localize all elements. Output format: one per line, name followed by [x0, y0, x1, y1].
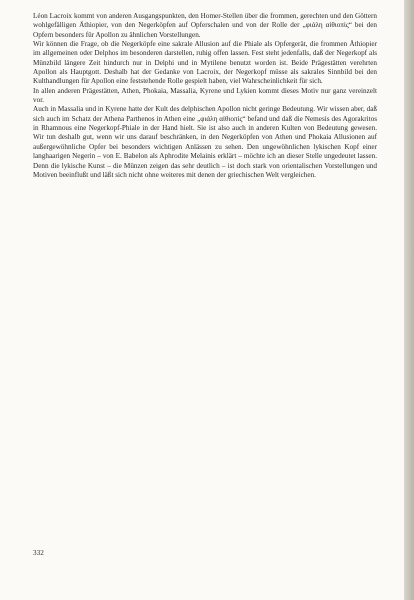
- paragraph-3: In allen anderen Prägestätten, Athen, Phokaia, Massalia, Kyrene und Lykien kommt dieses Motiv nur ganz vereinzelt vor.: [33, 86, 377, 105]
- page-edge-shadow: [404, 0, 414, 600]
- paragraph-2: Wir können die Frage, ob die Negerköpfe eine sakrale Allusion auf die Phiale als Opfergerät, die frommen Äthiopier im allgemeinen oder Delphos im besonderen darstellen, ruhig offen lassen. Fest steht jedenfalls, daß der Negerkopf als Münzbild längere Zeit hindurch nur in Delphi und in Mytilene benutzt worden ist. Beide Prägestätten verehrten Apollon als Hauptgott. Deshalb hat der Gedanke von Lacroix, der Negerkopf müsse als sakrales Sinnbild bei den Kulthandlungen für Apollon eine feststehende Rolle gespielt haben, viel Wahrscheinlichkeit für sich.: [33, 40, 377, 86]
- page-number: 332: [33, 549, 44, 557]
- body-text: [33, 12, 377, 180]
- paragraph-4: Auch in Massalia und in Kyrene hatte der Kult des delphischen Apollon nicht geringe Bedeutung. Wir wissen aber, daß sich auch im Schatz der Athena Parthenos in Athen eine „φιάλη αἰθιοπίς“ befand und daß die Nemesis des Agorakritos in Rhamnous eine Negerkopf-Phiale in der Hand hielt. Sie ist also auch in anderen Kulten von Bedeutung gewesen. Wir tun deshalb gut, wenn wir uns darauf beschränken, in den Negerköpfen von Athen und Phokaia Allusionen auf außergewöhnliche Opfer bei besonders wichtigen Anlässen zu sehen. Den ungewöhnlichen lykischen Kopf einer langhaarigen Negerin – von E. Babelon als Aphrodite Melainis erklärt – möchte ich an dieser Stelle ungedeutet lassen. Denn die lykische Kunst – die Münzen zeigen das sehr deutlich – ist doch stark von orientalischen Vorstellungen und Motiven beeinflußt und läßt sich nicht ohne weiteres mit denen der griechischen Welt vergleichen.: [33, 105, 377, 179]
- paragraph-1: Léon Lacroix kommt von anderen Ausgangspunkten, den Homer-Stellen über die frommen, gerechten und den Göttern wohlgefälligen Äthiopier, von den Negerköpfen auf Opferschalen und von der Rolle der „φιάλη αἰθιοπίς“ bei den Opfern besonders für Apollon zu ähnlichen Vorstellungen.: [33, 12, 377, 39]
